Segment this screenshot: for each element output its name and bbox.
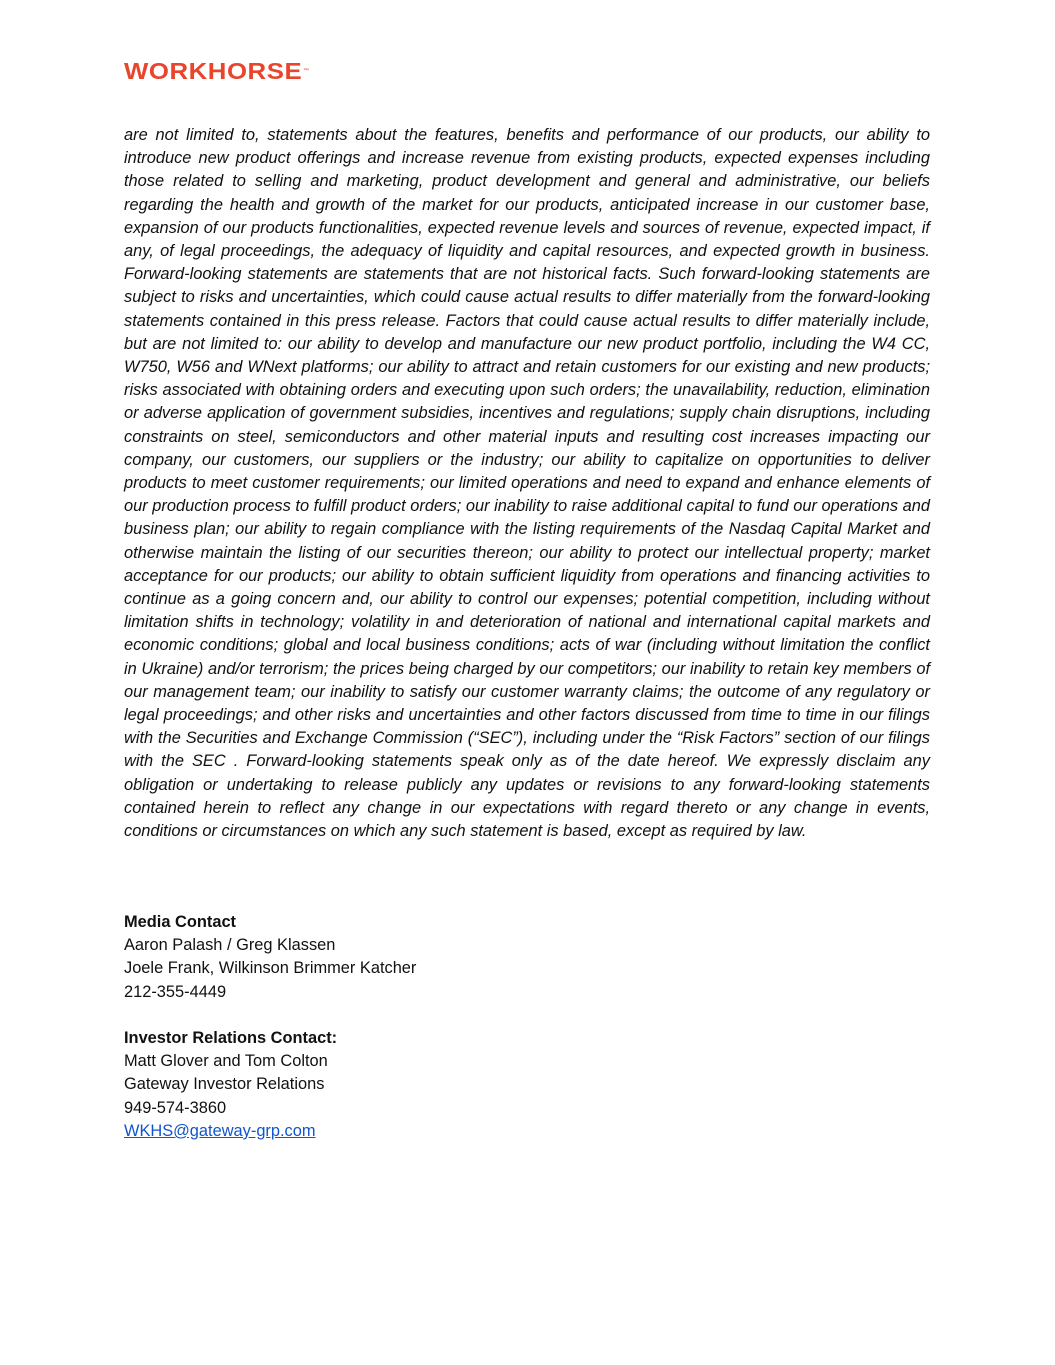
investor-contact-heading: Investor Relations Contact: <box>124 1029 338 1047</box>
media-contact-names: Aaron Palash / Greg Klassen <box>124 936 336 955</box>
media-contact-heading: Media Contact <box>124 913 237 931</box>
media-contact-phone: 212-355-4449 <box>124 982 227 1001</box>
investor-contact-firm: Gateway Investor Relations <box>124 1075 325 1094</box>
forward-looking-statements-paragraph: are not limited to, statements about the features, benefits and performance of our products, our ability to introduce new product offerings and increase revenue from existing products, expected expenses including those related to selling and marketing, product development and general and administrative, our beliefs regarding the health and growth of the market for our products, anticipated increase in our customer base, expansion of our products functionalities, expected revenue levels and sources of revenue, expected impact, if any, of legal proceedings, the adequacy of liquidity and capital resources, and expected growth in business. Forward-looking statements are statements that are not historical facts. Such forward-looking statements are subject to risks and uncertainties, which could cause actual results to differ materially from the forward-looking statements contained in this press release. Factors that could cause actual results to differ materially include, but are not limited to: our ability to develop and manufacture our new product portfolio, including the W4 CC, W750, W56 and WNext platforms; our ability to attract and retain customers for our existing and new products; risks associated with obtaining orders and executing upon such orders; the unavailability, reduction, elimination or adverse application of government subsidies, incentives and regulations; supply chain disruptions, including constraints on steel, semiconductors and other material inputs and resulting cost increases impacting our company, our customers, our suppliers or the industry; our ability to capitalize on opportunities to deliver products to meet customer requirements; our limited operations and need to expand and enhance elements of our production process to fulfill product orders; our inability to raise additional capital to fund our operations and business plan; our ability to regain compliance with the listing requirements of the Nasdaq Capital Market and otherwise maintain the listing of our securities thereon; our ability to protect our intellectual property; market acceptance for our products; our ability to obtain sufficient liquidity from operations and financing activities to continue as a going concern and, our ability to control our expenses; potential competition, including without limitation shifts in technology; volatility in and deterioration of national and international capital markets and economic conditions; global and local business conditions; acts of war (including without limitation the conflict in Ukraine) and/or terrorism; the prices being charged by our competitors; our inability to retain key members of our management team; our inability to satisfy our customer warranty claims; the outcome of any regulatory or legal proceedings; and other risks and uncertainties and other factors discussed from time to time in our filings with the Securities and Exchange Commission (“SEC”), including under the “Risk Factors” section of our filings with the SEC . Forward-looking statements speak only as of the date hereof. We expressly disclaim any obligation or undertaking to release publicly any updates or revisions to any forward-looking statements contained herein to reflect any change in our expectations with regard thereto or any change in events, conditions or circumstances on which any such statement is based, except as required by law. <box>124 126 930 841</box>
media-contact-block <box>124 911 624 1004</box>
investor-contact-names: Matt Glover and Tom Colton <box>124 1052 328 1071</box>
media-contact-firm: Joele Frank, Wilkinson Brimmer Katcher <box>124 959 417 978</box>
investor-contact-block <box>124 1027 624 1143</box>
investor-contact-phone: 949-574-3860 <box>124 1098 227 1117</box>
trademark-mark: ™ <box>303 68 310 74</box>
workhorse-logo <box>124 58 310 84</box>
logo-text: WORKHORSE <box>124 58 303 84</box>
investor-contact-email-link[interactable]: WKHS@gateway-grp.com <box>124 1121 316 1140</box>
